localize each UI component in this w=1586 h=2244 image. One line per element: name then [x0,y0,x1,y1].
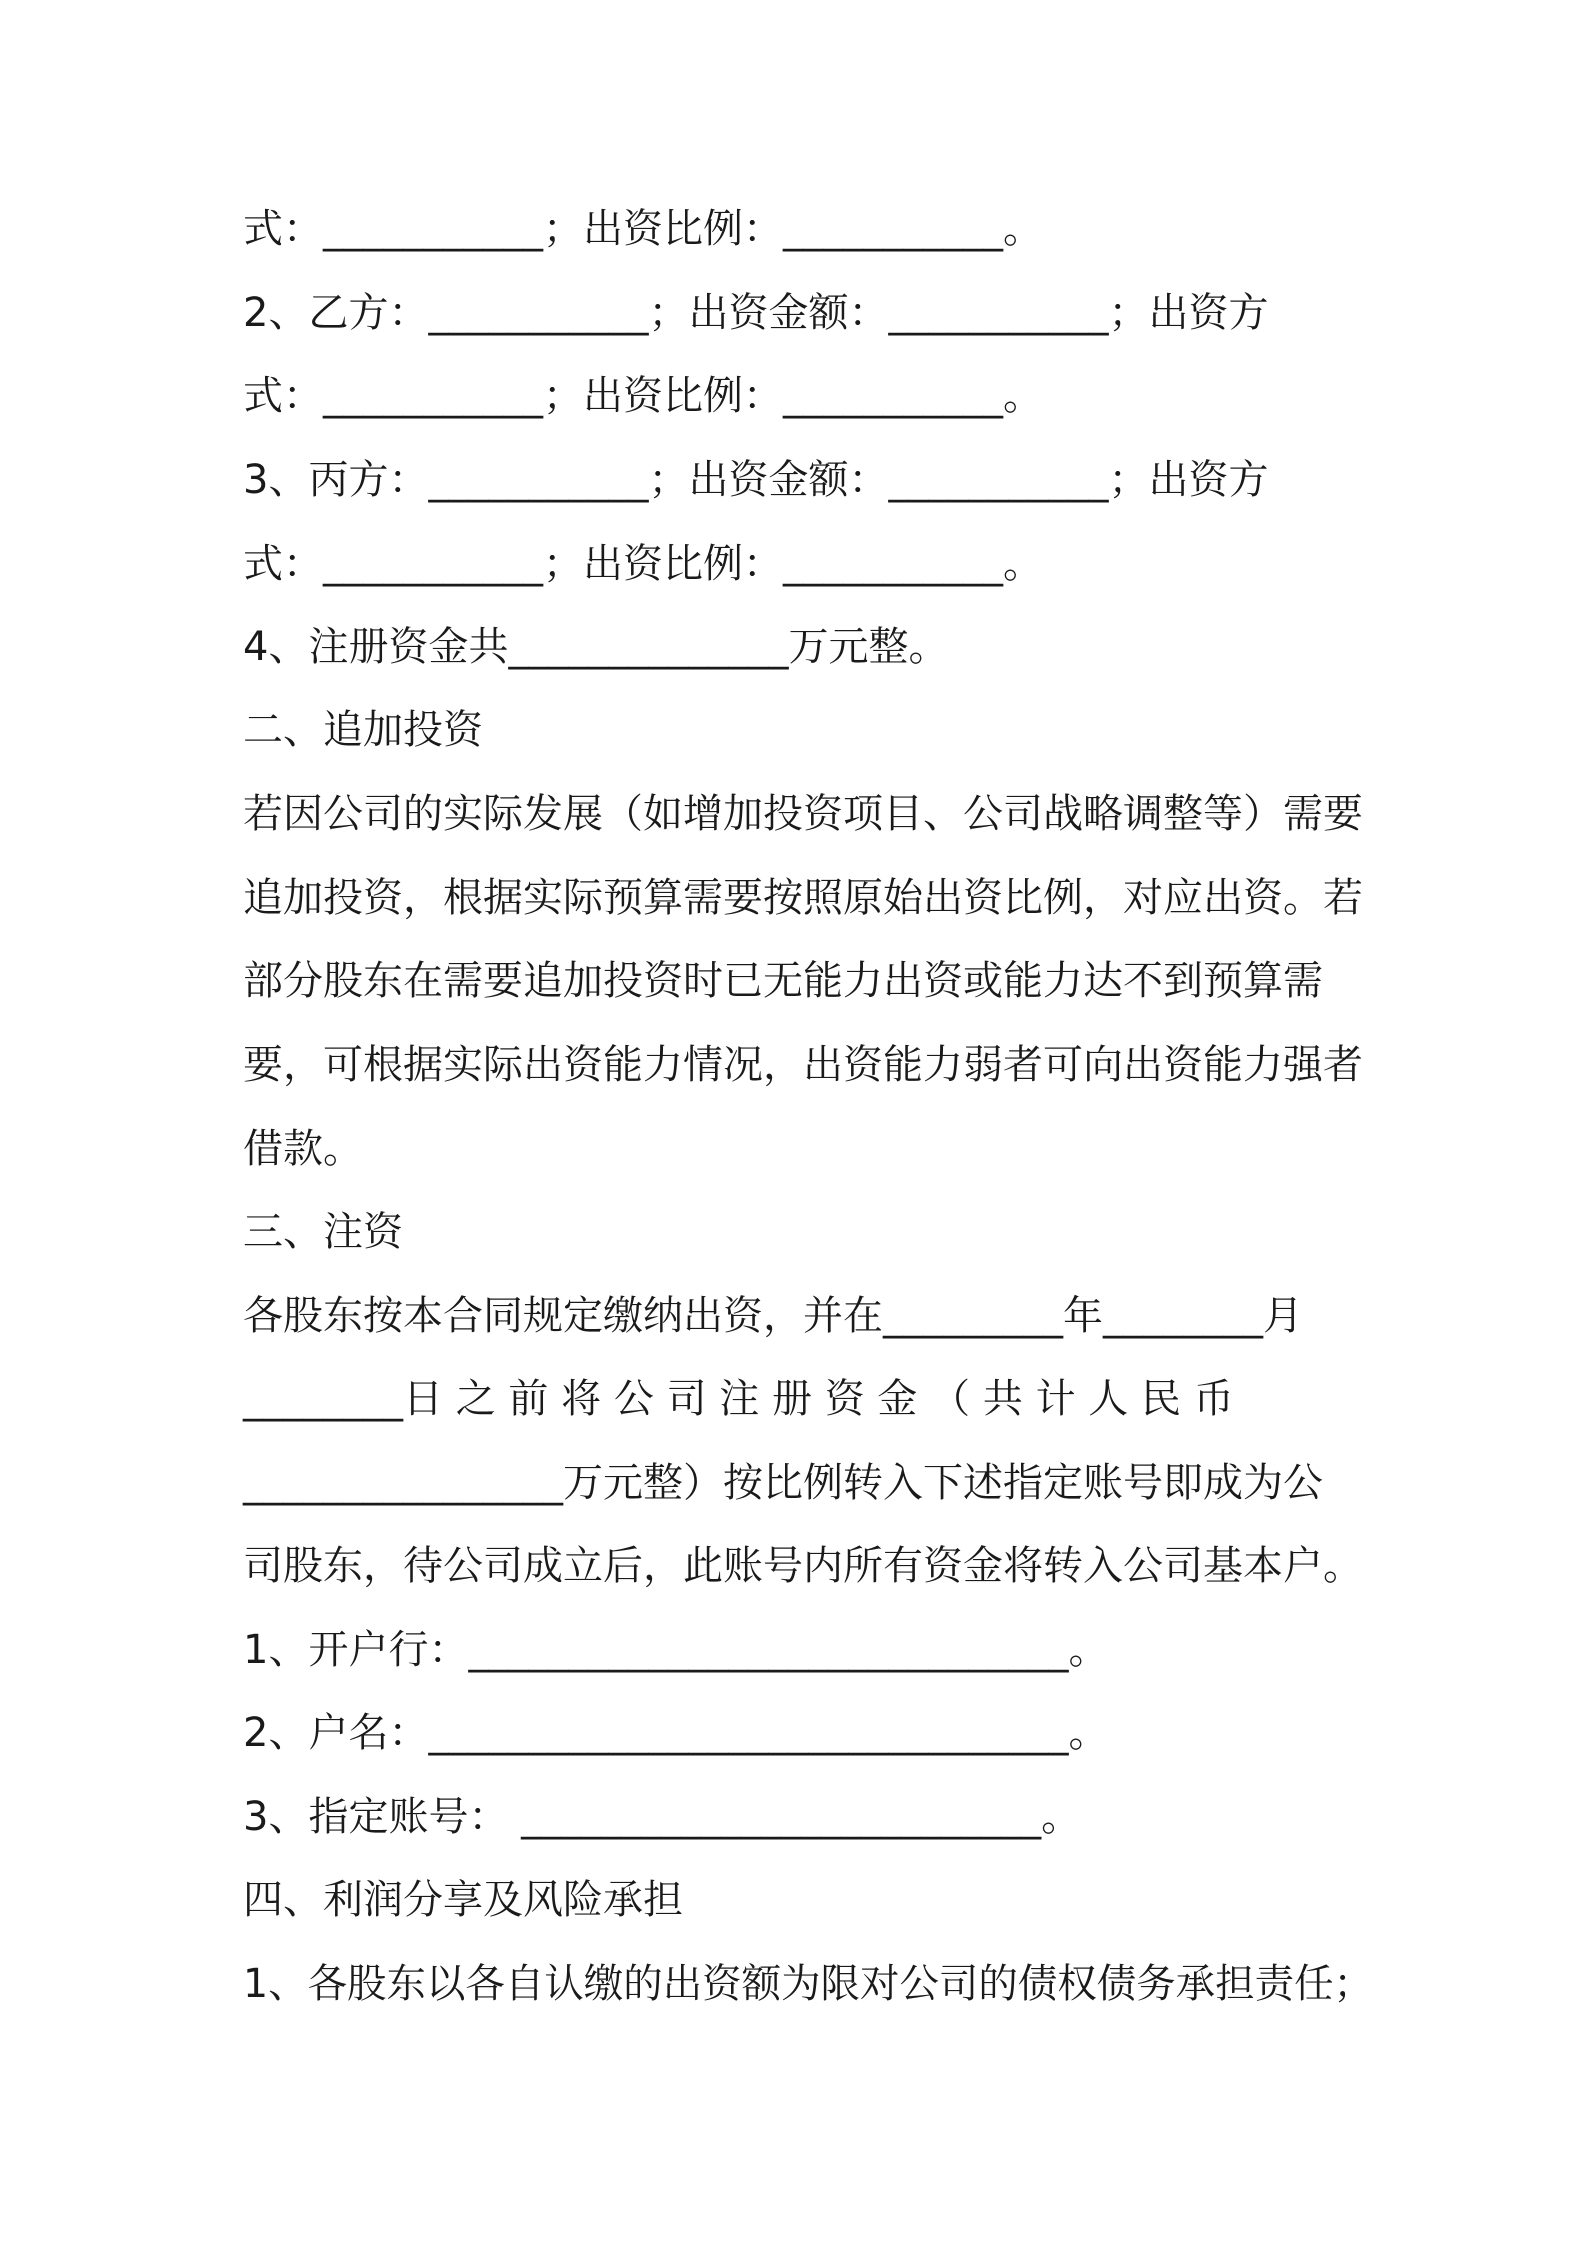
text-line-12 [243,1121,1373,1177]
text-line-16 [243,1455,1373,1511]
line-text: 若因公司的实际发展（如增加投资项目、公司战略调整等）需要 [243,791,1363,837]
text-line-15 [243,1371,1373,1427]
text-line-22 [243,1956,1373,2012]
text-line-4 [243,452,1373,508]
line-text: 3、丙方：___________；出资金额：___________；出资方 [243,457,1269,503]
text-line-10 [243,953,1373,1009]
line-text: 3、指定账号： __________________________。 [243,1794,1082,1840]
section-heading-4 [243,1872,1373,1928]
line-text: 2、乙方：___________；出资金额：___________；出资方 [243,290,1269,336]
line-text: 借款。 [243,1126,363,1172]
line-text: 1、开户行：______________________________。 [243,1627,1109,1673]
text-line-18 [243,1622,1373,1678]
line-text: 部分股东在需要追加投资时已无能力出资或能力达不到预算需 [243,958,1323,1004]
line-text: 各股东按本合同规定缴纳出资，并在_________年________月 [243,1293,1303,1339]
text-line-2 [243,285,1373,341]
section-heading-3 [243,1204,1373,1260]
text-line-9 [243,870,1373,926]
line-text: ________日 之 前 将 公 司 注 册 资 金 （ 共 计 人 民 币 [243,1376,1234,1422]
text-line-3 [243,368,1373,424]
line-text: 4、注册资金共______________万元整。 [243,624,949,670]
line-text: 四、利润分享及风险承担 [243,1877,683,1923]
line-text: 追加投资，根据实际预算需要按照原始出资比例，对应出资。若 [243,875,1363,921]
line-text: 1、各股东以各自认缴的出资额为限对公司的债权债务承担责任； [243,1961,1373,2007]
line-text: 式：___________；出资比例：___________。 [243,373,1043,419]
text-line-5 [243,536,1373,592]
section-heading-2 [243,702,1373,758]
line-text: 二、追加投资 [243,707,483,753]
line-text: 式：___________；出资比例：___________。 [243,206,1043,252]
line-text: 要，可根据实际出资能力情况，出资能力弱者可向出资能力强者 [243,1042,1363,1088]
text-line-19 [243,1705,1373,1761]
line-text: ________________万元整）按比例转入下述指定账号即成为公 [243,1460,1323,1506]
line-text: 2、户名：________________________________。 [243,1710,1109,1756]
text-line-17 [243,1538,1373,1594]
line-text: 三、注资 [243,1209,403,1255]
text-line-20 [243,1789,1373,1845]
line-text: 司股东，待公司成立后，此账号内所有资金将转入公司基本户。 [243,1543,1363,1589]
text-line-14 [243,1288,1373,1344]
text-line-8 [243,786,1373,842]
line-text: 式：___________；出资比例：___________。 [243,541,1043,587]
text-line-1 [243,201,1373,257]
text-line-6 [243,619,1373,675]
text-line-11 [243,1037,1373,1093]
